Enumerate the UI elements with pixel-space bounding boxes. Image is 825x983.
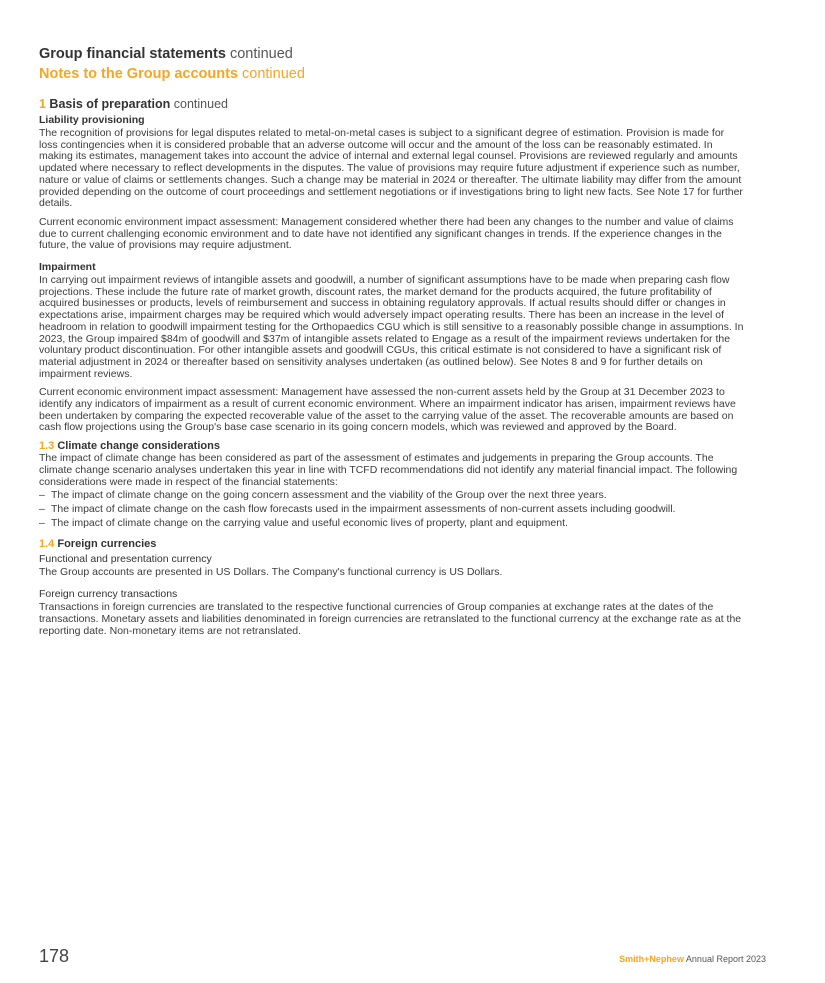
list-item: – The impact of climate change on the carrying value and useful economic lives of property, plant and equipment.	[39, 518, 744, 530]
climate-bullet-list	[39, 490, 744, 529]
impairment-paragraph-2: Current economic environment impact assessment: Management have assessed the non-current assets held by the Group at 31 December 2023 to identify any indicators of impairment as a result of current economic environment. Where an impairment indicator has arisen, impairment reviews have been undertaken by comparing the expected recoverable value of the asset to the carrying value of the asset. The recoverable amounts are based on cash flow projections using the Group's base case scenario in its going concern models, which was reviewed and approved by the Board.	[39, 386, 736, 434]
foreign-transactions-heading: Foreign currency transactions	[39, 588, 178, 601]
impairment-paragraph-1: In carrying out impairment reviews of intangible assets and goodwill, a number of significant assumptions have to be made when preparing cash flow projections. These include the future rate of market growth, discount rates, the market demand for the products acquired, the future profitability of acquired businesses or products, levels of reimbursement and success in obtaining regulatory approvals. If actual results should differ or changes in expectations arise, impairment charges may be required which would adversely impact operating results. There has been an increase in the level of headroom in relation to goodwill impairment testing for the Orthopaedics CGU which is still sensitive to a reasonably possible change in assumptions. In 2023, the Group impaired $84m of goodwill and $37m of intangible assets related to Engage as a result of the impairment reviews undertaken for the voluntary product discontinuation. For other intangible assets and goodwill CGUs, this critical estimate is not considered to have a significant risk of material adjustment in 2024 or thereafter based on sensitivity analyses undertaken (as outlined below). See Notes 8 and 9 for further details on impairment reviews.	[39, 274, 744, 380]
section-1-heading	[39, 97, 744, 112]
list-item: – The impact of climate change on the going concern assessment and the viability of the Group over the next three years.	[39, 490, 744, 502]
page-header	[39, 46, 744, 63]
page-content	[39, 46, 744, 637]
page-number: 178	[39, 946, 70, 966]
subtitle-text: Notes to the Group accounts	[39, 66, 238, 82]
section-continued: continued	[170, 97, 228, 111]
section-title: Basis of preparation	[45, 97, 171, 111]
list-item: – The impact of climate change on the cash flow forecasts used in the impairment assessments of non-current assets including goodwill.	[39, 504, 744, 516]
section-title: Foreign currencies	[54, 538, 157, 551]
liability-paragraph-2: Current economic environment impact assessment: Management considered whether there had been any changes to the number and value of claims due to current challenging economic environment and to date have not identified any significant changes in trends. If the experience changes in the future, the value of provisions may require adjustment.	[39, 215, 734, 252]
functional-currency-paragraph: The Group accounts are presented in US Dollars. The Company's functional currency is US Dollars.	[39, 566, 503, 579]
liability-paragraph-1: The recognition of provisions for legal disputes related to metal-on-metal cases is subject to a significant degree of estimation. Provision is made for loss contingencies when it is considered probable that an adverse outcome will occur and the amount of the loss can be reasonably estimated. In making its estimates, management takes into account the advice of internal and external legal counsel. Provisions are reviewed regularly and amounts updated where necessary to reflect developments in the disputes. The value of provisions may require future adjustment if experience such as number, nature or value of claims or settlements changes. Such a change may be material in 2024 or thereafter. The ultimate liability may differ from the amount provided depending on the outcome of court proceedings and settlement negotiations or if investigations bring to light new facts. See Note 17 for further details.	[39, 127, 743, 210]
liability-provisioning-heading: Liability provisioning	[39, 114, 145, 126]
foreign-transactions-paragraph: Transactions in foreign currencies are translated to the respective functional currencies of Group companies at exchange rates at the dates of the transactions. Monetary assets and liabilities denominated in foreign currencies are retranslated to the functional currency at the exchange rate as at the reporting date. Non-monetary items are not retranslated.	[39, 601, 742, 637]
section-number: 1.4	[39, 538, 55, 551]
climate-paragraph: The impact of climate change has been considered as part of the assessment of estimates and judgements in preparing the Group accounts. The climate change scenario analyses undertaken this year in line with TCFD recommendations did not identify any material financial impact. The following considerations were made in respect of the financial statements:	[39, 452, 738, 488]
subtitle-continued: continued	[238, 66, 305, 82]
page-subtitle	[39, 66, 744, 83]
functional-currency-heading: Functional and presentation currency	[39, 553, 212, 566]
impairment-heading: Impairment	[39, 261, 96, 274]
section-1-4-heading	[39, 538, 744, 551]
section-title: Climate change considerations	[54, 440, 220, 453]
section-number: 1	[39, 97, 46, 111]
report-name: Annual Report 2023	[683, 954, 766, 964]
report-footer	[619, 954, 766, 964]
brand-name: Smith+Nephew	[619, 954, 684, 964]
header-title-continued: continued	[225, 46, 293, 62]
header-title: Group financial statements	[39, 46, 226, 62]
section-number: 1.3	[39, 440, 55, 453]
